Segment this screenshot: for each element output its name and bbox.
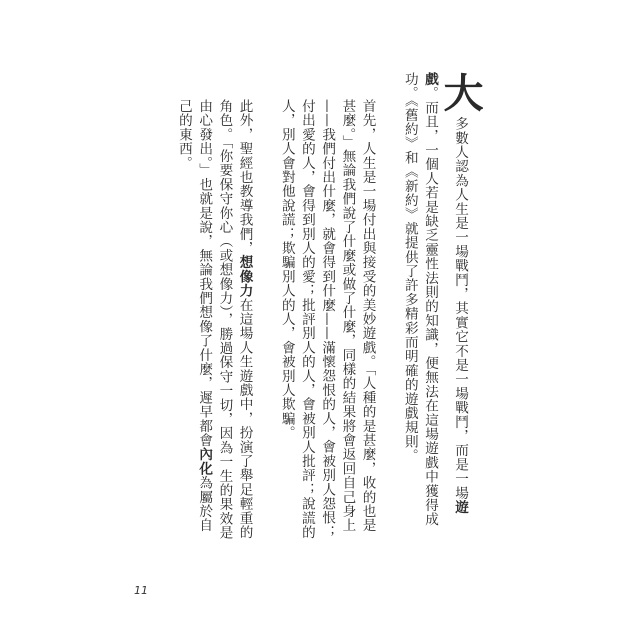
paragraph-2 xyxy=(277,72,378,542)
paragraph-1-bold-game: 遊戲 xyxy=(422,72,468,515)
paragraph-1-text-a: 多數人認為人生是一場戰鬥，其實它不是一場戰鬥，而是一場 xyxy=(452,116,468,501)
paragraph-1 xyxy=(400,72,484,542)
paragraph-1-text-b: 。而且，一個人若是缺乏靈性法則的知識，便無法在這場遊戲中獲得成功。《舊約》和《新約》就提供了許多精彩而明確的遊戲規則。 xyxy=(401,72,438,527)
page-number: 11 xyxy=(134,584,148,597)
paragraph-3-text-a: 此外，聖經也教導我們， xyxy=(236,99,253,256)
paragraph-3 xyxy=(174,72,255,542)
paragraph-3-text-c: 為屬於自己的東西。 xyxy=(175,99,213,533)
drop-cap: 大 xyxy=(437,72,484,113)
paragraph-3-text-b: 在這場人生遊戲中，扮演了舉足輕重的角色。「你要保守你心（或想像力），勝過保守一切，因為一生的果效是由心發出。」也就是說，無論我們想像了什麼，遲早都會 xyxy=(196,99,253,540)
paragraph-2-text: 首先，人生是一場付出與接受的美妙遊戲。「人種的是甚麼，收的也是甚麼。」無論我們說了什麼或做了什麼，同樣的結果將會返回自己身上——我們付出什麼，就會得到什麼——滿懷怨恨的人，會被別人怨恨；付出愛的人，會得到別人的愛；批評別人的人，會被別人批評；說謊的人，別人會對他說謊；欺騙別人的人，會被別人欺騙。 xyxy=(278,99,376,540)
vertical-text-body xyxy=(150,72,484,542)
paragraph-3-bold-imagination: 想像力 xyxy=(236,255,253,298)
paragraph-3-bold-internalize: 內化 xyxy=(196,447,213,476)
